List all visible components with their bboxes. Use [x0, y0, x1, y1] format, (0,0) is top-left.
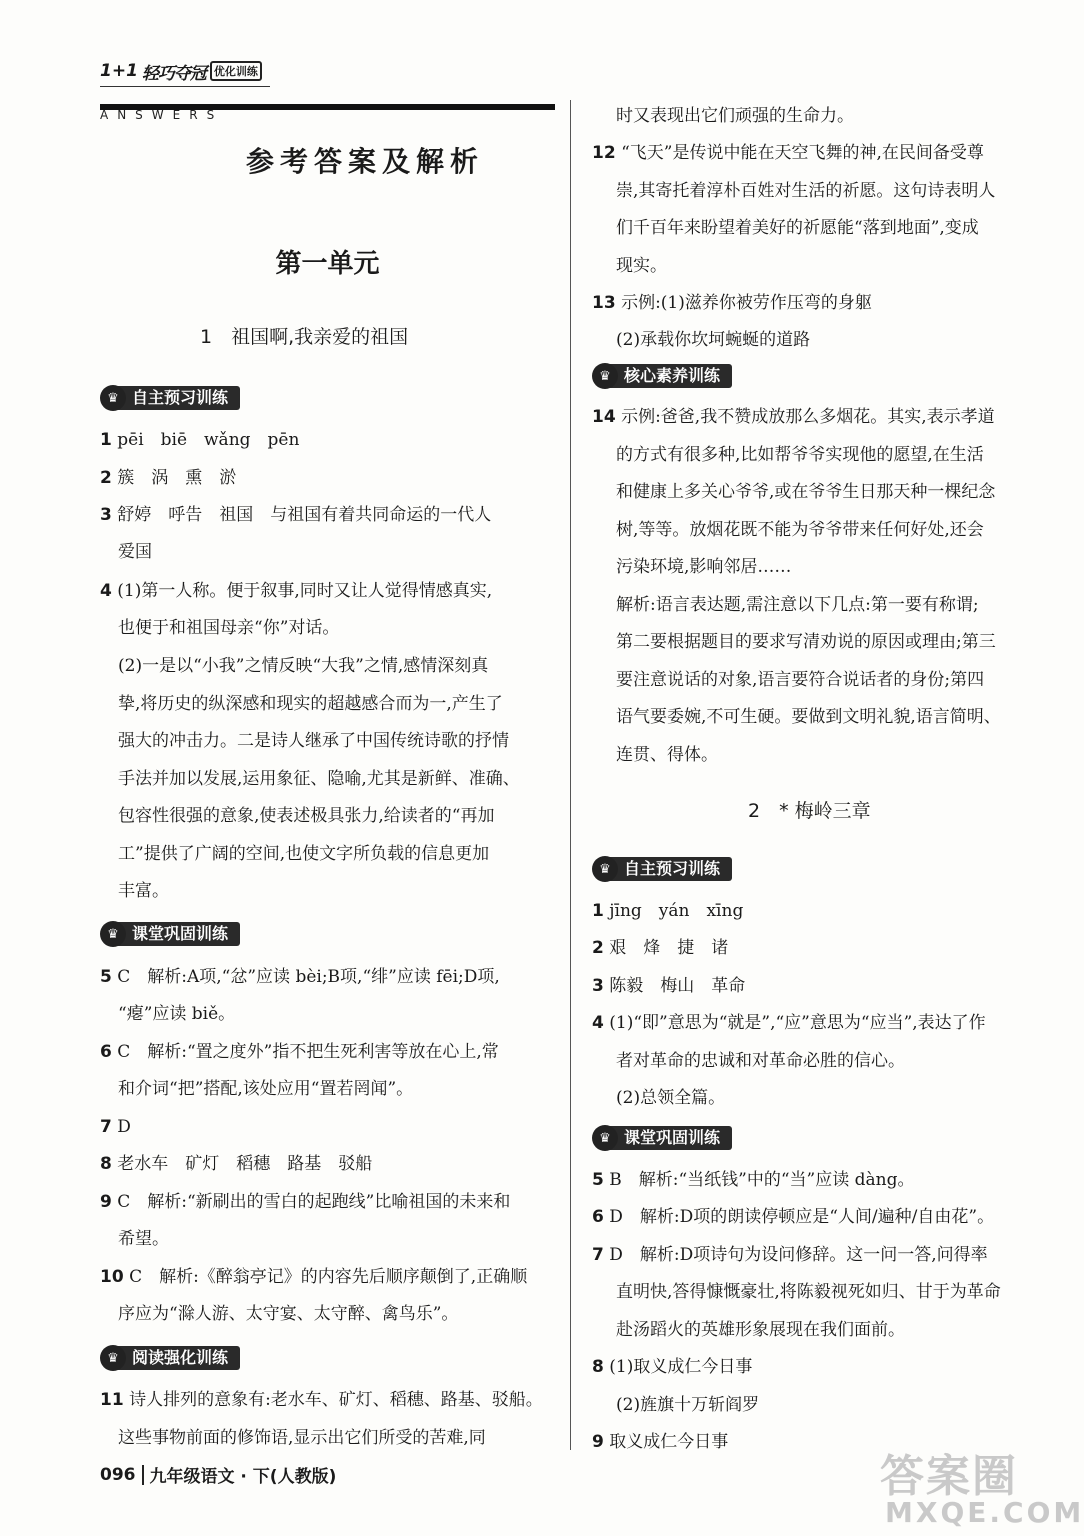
- line-text: (2)旌旗十万斩阎罗: [616, 1395, 760, 1415]
- section-title: 自主预习训练: [114, 386, 240, 410]
- question-number: 14: [592, 407, 616, 427]
- question-number: 7: [592, 1245, 604, 1265]
- question-number: 8: [592, 1357, 604, 1377]
- lesson-title: 2 * 梅岭三章: [748, 800, 871, 822]
- answer-line: [100, 1259, 527, 1295]
- answer-line: [592, 893, 743, 929]
- question-number: 4: [592, 1013, 604, 1033]
- answer-line: [118, 648, 488, 684]
- page-number: 096: [100, 1464, 136, 1485]
- line-text: 时又表现出它们顽强的生命力。: [616, 106, 854, 126]
- brand-name: 轻巧夺冠: [141, 63, 206, 84]
- answer-line: [616, 437, 984, 473]
- line-text: 希望。: [118, 1229, 169, 1249]
- line-text: 解析:语言表达题,需注意以下几点:第一要有称谓;: [616, 595, 979, 615]
- line-text: 手法并加以发展,运用象征、隐喻,尤其是新鲜、准确、: [118, 769, 520, 789]
- line-text: “瘪”应读 biě。: [118, 1004, 236, 1024]
- answer-line: [592, 1005, 986, 1041]
- line-text: 诗人排列的意象有:老水车、矿灯、稻穗、路基、驳船。: [123, 1390, 543, 1410]
- answer-line: [100, 1146, 372, 1182]
- book-title: 九年级语文 · 下(人教版): [149, 1467, 337, 1487]
- question-number: 3: [592, 976, 604, 996]
- line-text: 要注意说话的对象,语言要符合说话者的身份;第四: [616, 670, 985, 690]
- logo-icon: 1+1: [100, 61, 138, 81]
- crown-icon: ♛: [100, 385, 126, 411]
- line-text: 示例:(1)滋养你被劳作压弯的身躯: [615, 293, 872, 313]
- line-text: “飞天”是传说中能在天空飞舞的神,在民间备受尊: [615, 143, 984, 163]
- line-text: 艰 烽 捷 诸: [603, 938, 729, 958]
- answer-line: [592, 968, 745, 1004]
- page-title: 参考答案及解析: [245, 145, 484, 178]
- answer-line: [100, 497, 491, 533]
- section-header: [100, 1344, 240, 1372]
- answer-line: [118, 996, 235, 1032]
- answer-line: [616, 737, 718, 773]
- answer-line: [118, 534, 152, 570]
- answer-line: [616, 322, 810, 358]
- answer-line: [118, 1071, 413, 1107]
- line-text: B 解析:“当纸钱”中的“当”应读 dàng。: [603, 1170, 915, 1190]
- line-text: 的方式有很多种,比如帮爷爷实现他的愿望,在生活: [616, 445, 984, 465]
- line-text: (2)总领全篇。: [616, 1088, 726, 1108]
- question-number: 2: [592, 938, 604, 958]
- section-header: [592, 362, 732, 390]
- answer-line: [592, 285, 872, 321]
- answer-line: [592, 1199, 994, 1235]
- answer-line: [118, 836, 489, 872]
- line-text: 语气要委婉,不可生硬。要做到文明礼貌,语言简明、: [616, 707, 1001, 727]
- answer-line: [616, 699, 1001, 735]
- line-text: 陈毅 梅山 革命: [603, 976, 746, 996]
- section-header: [100, 384, 240, 412]
- answer-line: [100, 422, 299, 458]
- section-title: 阅读强化训练: [114, 1346, 240, 1370]
- section-header: [592, 1124, 732, 1152]
- answer-line: [118, 1420, 486, 1456]
- answer-line: [616, 1387, 759, 1423]
- answer-line: [100, 573, 492, 609]
- line-text: C 解析:《醉翁亭记》的内容先后顺序颠倒了,正确顺: [123, 1267, 528, 1287]
- brand-header: [100, 58, 262, 84]
- question-number: 10: [100, 1267, 124, 1287]
- answer-line: [616, 210, 979, 246]
- line-text: 连贯、得体。: [616, 745, 718, 765]
- line-text: pēi biē wǎng pēn: [111, 430, 300, 450]
- question-number: 11: [100, 1390, 124, 1410]
- answer-line: [616, 1274, 1001, 1310]
- line-text: (2)一是以“小我”之情反映“大我”之情,感情深刻真: [118, 656, 489, 676]
- answer-line: [100, 959, 500, 995]
- column-divider: [570, 100, 571, 1450]
- line-text: 簇 涡 熏 淤: [111, 468, 237, 488]
- answer-line: [616, 1312, 905, 1348]
- line-text: 们千百年来盼望着美好的祈愿能“落到地面”,变成: [616, 218, 979, 238]
- crown-icon: ♛: [592, 1125, 618, 1151]
- answer-line: [100, 1109, 131, 1145]
- answer-line: [592, 1237, 988, 1273]
- line-text: 污染环境,影响邻居……: [616, 557, 792, 577]
- section-title: 课堂巩固训练: [114, 922, 240, 946]
- answer-line: [592, 930, 728, 966]
- question-number: 8: [100, 1154, 112, 1174]
- line-text: 丰富。: [118, 881, 169, 901]
- line-text: 序应为“滁人游、太守宴、太守醉、禽鸟乐”。: [118, 1304, 459, 1324]
- answer-line: [118, 610, 339, 646]
- answer-line: [616, 587, 979, 623]
- line-text: D 解析:D项诗句为设问修辞。这一问一答,问得率: [603, 1245, 988, 1265]
- line-text: (1)第一人称。便于叙事,同时又让人觉得情感真实,: [111, 581, 493, 601]
- line-text: 包容性很强的意象,使表述极具张力,给读者的“再加: [118, 806, 495, 826]
- answer-line: [616, 662, 984, 698]
- line-text: 也便于和祖国母亲“你”对话。: [118, 618, 340, 638]
- brand-tag: 优化训练: [210, 61, 262, 81]
- question-number: 7: [100, 1117, 112, 1137]
- page-footer: [100, 1462, 336, 1487]
- line-text: C 解析:“置之度外”指不把生死利害等放在心上,常: [111, 1042, 499, 1062]
- answer-line: [616, 248, 667, 284]
- line-text: 和健康上多关心爷爷,或在爷爷生日那天种一棵纪念: [616, 482, 996, 502]
- question-number: 13: [592, 293, 616, 313]
- line-text: 这些事物前面的修饰语,显示出它们所受的苦难,同: [118, 1428, 486, 1448]
- line-text: jīng yán xīng: [603, 901, 744, 921]
- answer-line: [100, 1034, 499, 1070]
- crown-icon: ♛: [100, 1345, 126, 1371]
- line-text: 现实。: [616, 256, 667, 276]
- question-number: 12: [592, 143, 616, 163]
- section-header: [592, 855, 732, 883]
- answer-line: [592, 135, 984, 171]
- answer-line: [592, 1349, 752, 1385]
- crown-icon: ♛: [592, 363, 618, 389]
- line-text: (1)取义成仁今日事: [603, 1357, 753, 1377]
- answer-line: [118, 1221, 169, 1257]
- question-number: 5: [592, 1170, 604, 1190]
- answer-line: [616, 1080, 725, 1116]
- answer-line: [616, 98, 854, 134]
- watermark-url: MXQE.COM: [885, 1496, 1084, 1529]
- line-text: 赴汤蹈火的英雄形象展现在我们面前。: [616, 1320, 905, 1340]
- answer-line: [118, 686, 503, 722]
- line-text: 者对革命的忠诚和对革命必胜的信心。: [616, 1051, 905, 1071]
- crown-icon: ♛: [592, 856, 618, 882]
- line-text: 爱国: [118, 542, 152, 562]
- section-header: [100, 920, 240, 948]
- answer-line: [118, 723, 509, 759]
- section-title: 课堂巩固训练: [606, 1126, 732, 1150]
- crown-icon: ♛: [100, 921, 126, 947]
- answer-line: [592, 1424, 728, 1460]
- line-text: C 解析:A项,“忿”应读 bèi;B项,“绯”应读 fēi;D项,: [111, 967, 500, 987]
- question-number: 9: [100, 1192, 112, 1212]
- answer-line: [118, 798, 495, 834]
- question-number: 9: [592, 1432, 604, 1452]
- line-text: 取义成仁今日事: [603, 1432, 729, 1452]
- line-text: 老水车 矿灯 稻穗 路基 驳船: [111, 1154, 373, 1174]
- line-text: 树,等等。放烟花既不能为爷爷带来任何好处,还会: [616, 520, 984, 540]
- answers-label: ANSWERS: [100, 108, 224, 122]
- line-text: 第二要根据题目的要求写清劝说的原因或理由;第三: [616, 632, 996, 652]
- footer-separator: [142, 1465, 144, 1485]
- question-number: 3: [100, 505, 112, 525]
- header-rule: [100, 86, 270, 87]
- line-text: 挚,将历史的纵深感和现实的超越感合而为一,产生了: [118, 694, 503, 714]
- answer-line: [100, 460, 236, 496]
- question-number: 4: [100, 581, 112, 601]
- answer-line: [118, 761, 520, 797]
- question-number: 6: [592, 1207, 604, 1227]
- answer-line: [100, 1184, 510, 1220]
- answer-line: [592, 1162, 914, 1198]
- line-text: 强大的冲击力。二是诗人继承了中国传统诗歌的抒情: [118, 731, 509, 751]
- line-text: (1)“即”意思为“就是”,“应”意思为“应当”,表达了作: [603, 1013, 986, 1033]
- answer-line: [118, 873, 169, 909]
- question-number: 1: [592, 901, 604, 921]
- answer-line: [616, 1043, 905, 1079]
- answer-line: [616, 549, 791, 585]
- line-text: 直明快,答得慷慨豪壮,将陈毅视死如归、甘于为革命: [616, 1282, 1001, 1302]
- question-number: 5: [100, 967, 112, 987]
- lesson-title: 1 祖国啊,我亲爱的祖国: [200, 326, 409, 348]
- answer-line: [616, 624, 996, 660]
- line-text: 和介词“把”搭配,该处应用“置若罔闻”。: [118, 1079, 414, 1099]
- watermark-logo: 答案圈: [880, 1451, 1018, 1502]
- section-title: 核心素养训练: [606, 364, 732, 388]
- answer-line: [100, 1382, 543, 1418]
- line-text: 崇,其寄托着淳朴百姓对生活的祈愿。这句诗表明人: [616, 181, 996, 201]
- answer-line: [118, 1296, 458, 1332]
- question-number: 6: [100, 1042, 112, 1062]
- answer-line: [592, 399, 995, 435]
- unit-title: 第一单元: [275, 249, 380, 279]
- line-text: D: [111, 1117, 131, 1137]
- section-title: 自主预习训练: [606, 857, 732, 881]
- line-text: C 解析:“新刷出的雪白的起跑线”比喻祖国的未来和: [111, 1192, 511, 1212]
- line-text: 示例:爸爸,我不赞成放那么多烟花。其实,表示孝道: [615, 407, 995, 427]
- answer-line: [616, 474, 995, 510]
- answer-line: [616, 512, 984, 548]
- line-text: D 解析:D项的朗读停顿应是“人间/遍种/自由花”。: [603, 1207, 995, 1227]
- line-text: (2)承载你坎坷蜿蜒的道路: [616, 330, 811, 350]
- line-text: 工”提供了广阔的空间,也使文字所负载的信息更加: [118, 844, 490, 864]
- question-number: 2: [100, 468, 112, 488]
- answer-line: [616, 173, 995, 209]
- question-number: 1: [100, 430, 112, 450]
- line-text: 舒婷 呼告 祖国 与祖国有着共同命运的一代人: [111, 505, 492, 525]
